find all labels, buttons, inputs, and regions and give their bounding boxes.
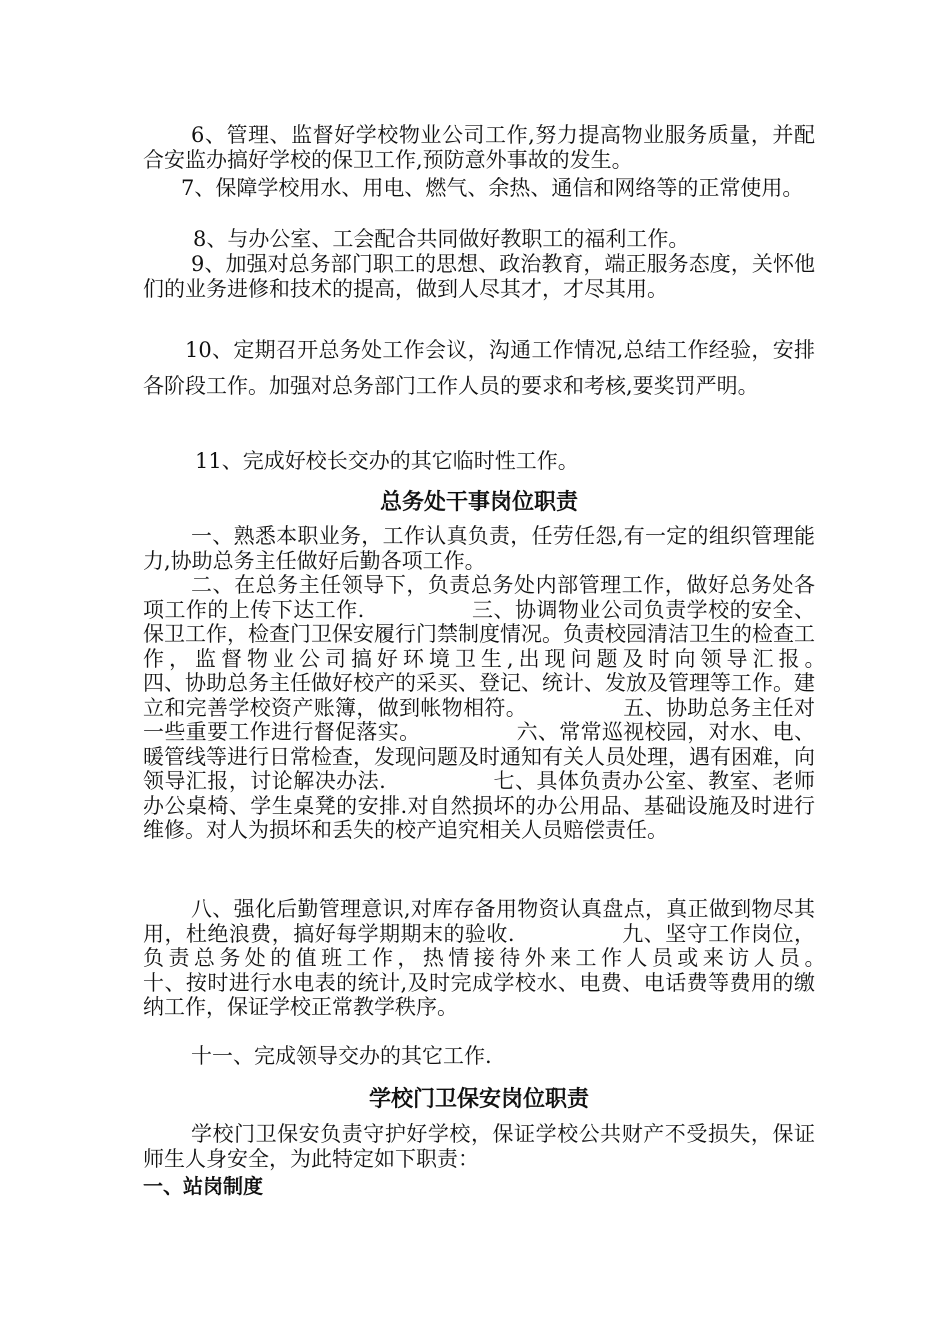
item-8: 8、与办公室、工会配合共同做好教职工的福利工作。 xyxy=(193,227,690,251)
item-11: 11、完成好校长交办的其它临时性工作。 xyxy=(195,449,579,473)
item-10: 10、定期召开总务处工作会议，沟通工作情况,总结工作经验，安排各阶段工作。加强对总务部门工作人员的要求和考核,要奖罚严明。 xyxy=(143,338,815,398)
guard-intro: 学校门卫保安负责守护好学校，保证学校公共财产不受损失，保证师生人身安全，为此特定如下职责： xyxy=(143,1122,815,1171)
item-9: 9、加强对总务部门职工的思想、政治教育，端正服务态度，关怀他们的业务进修和技术的提高，做到人尽其才，才尽其用。 xyxy=(143,252,815,301)
item-6: 6、管理、监督好学校物业公司工作,努力提高物业服务质量，并配合安监办搞好学校的保卫工作,预防意外事故的发生。 xyxy=(143,123,815,172)
clerk-para-3: 八、强化后勤管理意识,对库存备用物资认真盘点，真正做到物尽其用，杜绝浪费，搞好每学期期末的验收. 九、坚守工作岗位，负责总务处的值班工作，热情接待外来工作人员或来访人员。 十、按时进行水电表的统计,及时完成学校水、电费、电话费等费用的缴纳工作，保证学校正常教学秩序。 xyxy=(143,897,920,1019)
section-title-guard: 学校门卫保安岗位职责 xyxy=(368,1087,589,1112)
clerk-para-2: 二、在总务主任领导下，负责总务处内部管理工作，做好总务处各项工作的上传下达工作. 三、协调物业公司负责学校的安全、保卫工作，检查门卫保安履行门禁制度情况。负责校园清洁卫生的检查工作，监督物业公司搞好环境卫生,出现问题及时向领导汇报。 四、协助总务主任做好校产的采买、登记、统计、发放及管理等工作。建立和完善学校资产账簿，做到帐物相符。 五、协助总务主任对一些重要工作进行督促落实。 六、常常巡视校园，对水、电、暖管线等进行日常检查，发现问题及时通知有关人员处理，遇有困难，向领导汇报，讨论解决办法. 七、具体负责办公室、教室、老师办公桌椅、学生桌凳的安排.对自然损坏的办公用品、基础设施及时进行维修。对人为损坏和丢失的校产追究相关人员赔偿责任。 xyxy=(143,573,920,842)
clerk-para-1: 一、熟悉本职业务，工作认真负责，任劳任怨,有一定的组织管理能力,协助总务主任做好后勤各项工作。 xyxy=(143,524,815,573)
guard-subheading: 一、站岗制度 xyxy=(143,1174,263,1198)
section-title-clerk: 总务处干事岗位职责 xyxy=(379,490,578,515)
item-7: 7、保障学校用水、用电、燃气、余热、通信和网络等的正常使用。 xyxy=(181,176,804,200)
clerk-para-4: 十一、完成领导交办的其它工作. xyxy=(191,1044,492,1068)
